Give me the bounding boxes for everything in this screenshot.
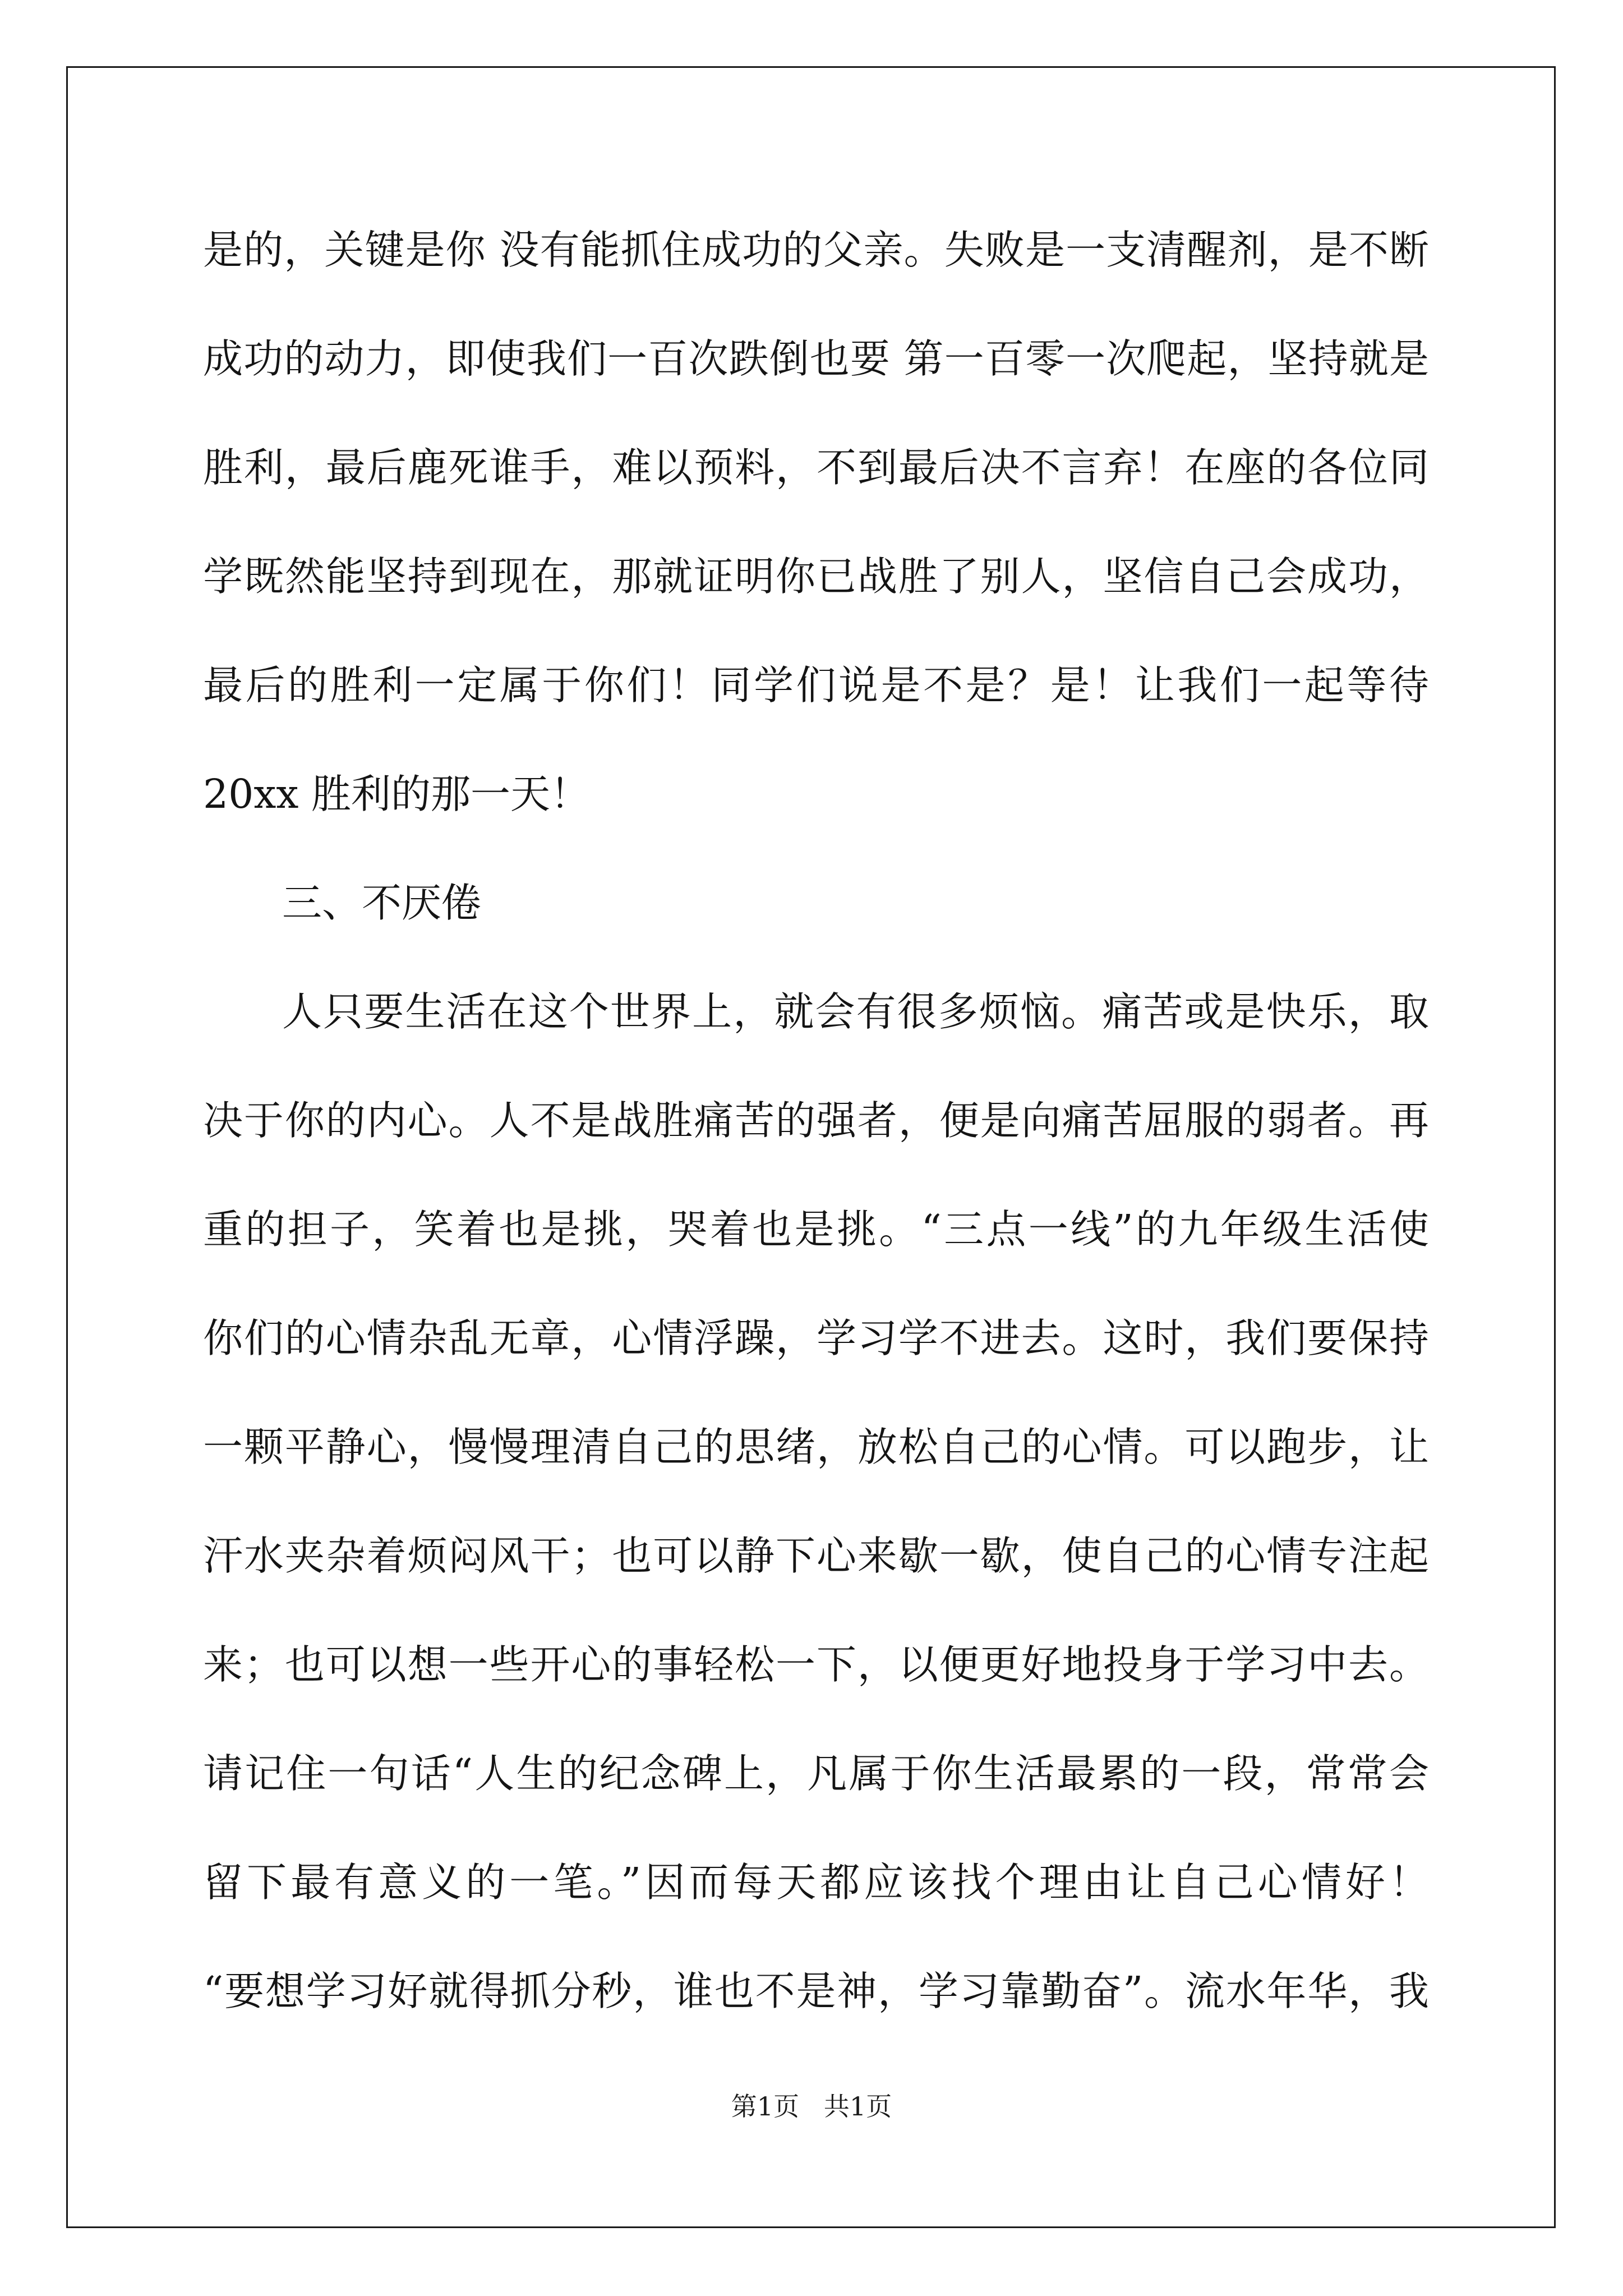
- text-line: 留下最有意义的一笔。”因而每天都应该找个理由让自己心情好！: [203, 1859, 1429, 1906]
- text-line: 是的，关键是你 没有能抓住成功的父亲。失败是一支清醒剂，是不断: [203, 227, 1429, 273]
- text-line: 20xx 胜利的那一天！: [203, 771, 590, 817]
- text-line: 成功的动力，即使我们一百次跌倒也要 第一百零一次爬起，坚持就是: [203, 335, 1429, 382]
- text-line: 你们的心情杂乱无章，心情浮躁，学习学不进去。这时，我们要保持: [203, 1315, 1429, 1361]
- text-line: 学既然能坚持到现在，那就证明你已战胜了别人，坚信自己会成功，: [203, 553, 1429, 600]
- text-line: 请记住一句话“人生的纪念碑上，凡属于你生活最累的一段，常常会: [203, 1750, 1429, 1797]
- text-line: 来；也可以想一些开心的事轻松一下，以便更好地投身于学习中去。: [203, 1641, 1429, 1688]
- text-line: 汗水夹杂着烦闷风干；也可以静下心来歇一歇，使自己的心情专注起: [203, 1533, 1429, 1579]
- text-line: “要想学习好就得抓分秒，谁也不是神，学习靠勤奋”。流水年华，我: [203, 1968, 1429, 2014]
- text-line: 胜利，最后鹿死谁手，难以预料，不到最后决不言弃！在座的各位同: [203, 444, 1429, 491]
- text-line: 决于你的内心。人不是战胜痛苦的强者，便是向痛苦屈服的弱者。再: [203, 1097, 1429, 1144]
- section-heading: 三、不厌倦: [282, 880, 482, 926]
- paragraph-first-line: 人只要生活在这个世界上，就会有很多烦恼。痛苦或是快乐，取: [282, 988, 1429, 1035]
- text-line: 一颗平静心，慢慢理清自己的思绪，放松自己的心情。可以跑步，让: [203, 1424, 1429, 1470]
- page-number-footer: 第1页 共1页: [731, 2091, 892, 2122]
- text-line: 最后的胜利一定属于你们！同学们说是不是？是！让我们一起等待: [203, 662, 1429, 708]
- text-line: 重的担子，笑着也是挑，哭着也是挑。“三点一线”的九年级生活使: [203, 1206, 1429, 1253]
